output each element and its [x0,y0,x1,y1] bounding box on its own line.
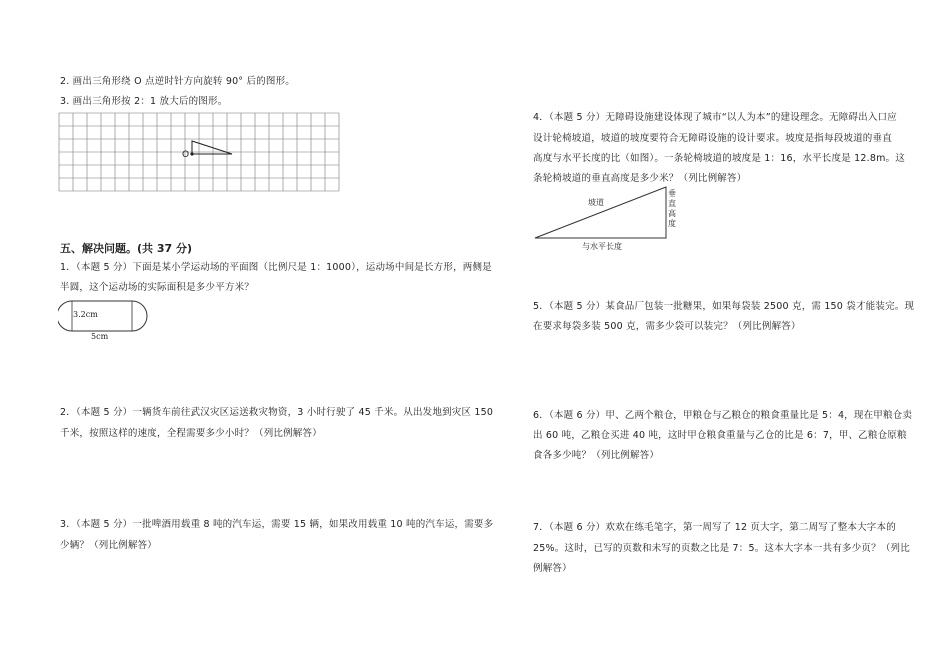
stadium-height-label: 3.2cm [73,310,98,319]
q7-line-2: 25%。这时，已写的页数和未写的页数之比是 7：5。这本大字本一共有多少页？（列比 [533,543,910,554]
stadium-figure [58,300,148,334]
vertical-char: 高 [668,209,676,218]
q7-line-1: 7．（本题 6 分）欢欢在练毛笔字，第一周写了 12 页大字，第二周写了整本大字本的 [533,522,896,533]
q5-line-2: 在要求每袋多装 500 克，需多少袋可以装完？（列比例解答） [533,321,801,332]
q4-line-2: 设计轮椅坡道，坡道的坡度要符合无障碍设施的设计要求。坡度是指每段坡道的垂直 [533,133,892,144]
point-o-label: O [182,150,190,160]
ramp-slope-label: 坡道 [588,198,604,207]
q6-line-3: 食各多少吨？（列比例解答） [533,450,660,461]
vertical-char: 垂 [668,189,676,198]
stadium-width-label: 5cm [91,332,109,341]
q1-line-1: 1．（本题 5 分）下面是某小学运动场的平面图（比例尺是 1：1000），运动场中间是长方形，两侧是 [60,262,492,273]
item-3-text: 3. 画出三角形按 2：1 放大后的图形。 [60,96,228,107]
q3-line-2: 少辆？（列比例解答） [60,540,158,551]
q3-line-1: 3．（本题 5 分）一批啤酒用载重 8 吨的汽车运，需要 15 辆，如果改用载重 10 吨的汽车运，需要多 [60,519,494,530]
vertical-char: 度 [668,219,676,228]
q4-line-3: 高度与水平长度的比（如图）。一条轮椅坡道的坡度是 1：16，水平长度是 12.8m。这 [533,153,905,164]
q5-line-1: 5．（本题 5 分）某食品厂包装一批糖果，如果每袋装 2500 克，需 150 袋才能装完。现 [533,301,915,312]
ramp-horizontal-label: 与水平长度 [582,242,622,251]
q2-line-2: 千米，按照这样的速度，全程需要多少小时？（列比例解答） [60,428,322,439]
grid-figure [58,112,342,194]
q7-line-3: 例解答） [533,563,572,574]
item-2-text: 2. 画出三角形绕 O 点逆时针方向旋转 90° 后的图形。 [60,76,295,87]
q2-line-1: 2．（本题 5 分）一辆货车前往武汉灾区运送救灾物资，3 小时行驶了 45 千米。从出发地到灾区 150 [60,407,494,418]
ramp-figure [532,184,672,242]
point-o-marker [190,152,193,155]
vertical-char: 直 [668,199,676,208]
q1-line-2: 半圆，这个运动场的实际面积是多少平方米？ [60,282,255,293]
q6-line-2: 出 60 吨，乙粮仓买进 40 吨，这时甲仓粮食重量与乙仓的比是 6：7，甲、乙粮仓原粮 [533,430,907,441]
q4-line-4: 条轮椅坡道的垂直高度是多少米？（列比例解答） [533,173,747,184]
section-title: 五、解决问题。(共 37 分) [60,242,193,255]
q4-line-1: 4．（本题 5 分）无障碍设施建设体现了城市“以人为本”的建设理念。无障碍出入口应 [533,112,897,123]
q6-line-1: 6．（本题 6 分）甲、乙两个粮仓，甲粮仓与乙粮仓的粮食重量比是 5：4，现在甲粮仓卖 [533,410,913,421]
ramp-vertical-label [668,189,676,229]
